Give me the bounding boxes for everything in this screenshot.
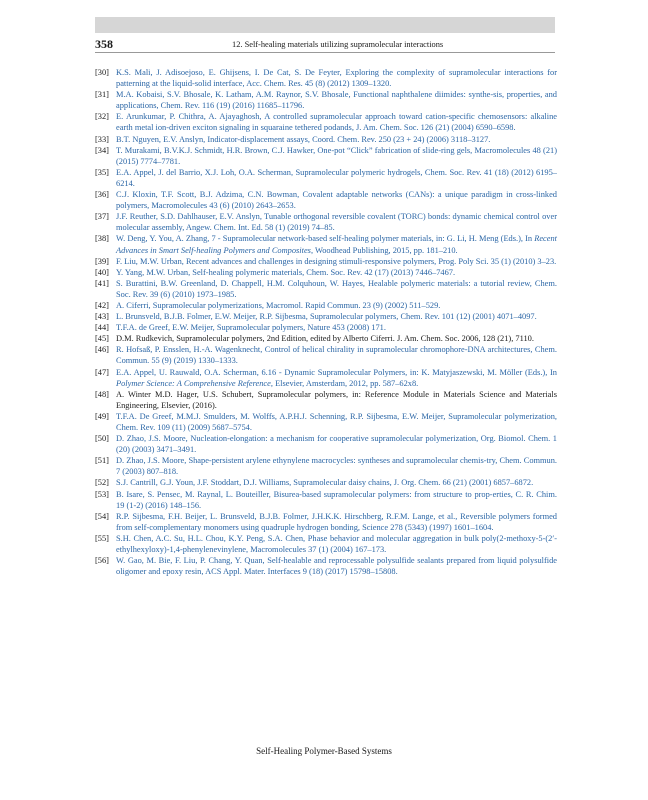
reference-link[interactable]: T.F.A. De Greef, M.M.J. Smulders, M. Wolffs, A.P.H.J. Schenning, R.P. Sijbesma, E.W. Meijer, Supramolecular polymerization, Chem. Rev. 109 (11) (2009) 5687–5754. [116,411,557,432]
reference-link[interactable]: J.F. Reuther, S.D. Dahlhauser, E.V. Anslyn, Tunable orthogonal reversible covalent (TORC) bonds: dynamic chemical control over molecular assembly, Angew. Chem. Int. Ed. 58 (1) (2019) 74–85. [116,212,557,233]
reference-item [95,344,557,366]
reference-number: [34] [95,145,109,155]
reference-item [95,267,557,278]
reference-text-part: , Elsevier, Amsterdam, 2012, pp. 587–62x8. [270,378,419,388]
reference-item [95,555,557,577]
reference-link[interactable]: E.A. Appel, J. del Barrio, X.J. Loh, O.A. Scherman, Supramolecular polymeric hydrogels, Chem. Soc. Rev. 41 (18) (2012) 6195–6214. [116,167,557,188]
top-bar [95,17,555,33]
reference-number: [30] [95,68,109,77]
reference-item [95,311,557,322]
reference-item [95,455,557,477]
reference-item [95,111,557,133]
reference-link[interactable]: S.H. Chen, A.C. Su, H.L. Chou, K.Y. Peng, S.A. Chen, Phase behavior and molecular aggregation in bulk poly(2-methoxy-5-(2′-ethylhexyloxy)-1,4-phenylenevinylene, Macromolecules 37 (1) (2004) 167–173. [116,533,557,555]
reference-number: [43] [95,312,109,322]
reference-item [95,511,557,533]
reference-link[interactable]: W. Gao, M. Bie, F. Liu, P. Chang, Y. Quan, Self-healable and reprocessable polysulfide sealants prepared from liquid polysulfide oligomer and epoxy resin, ACS Appl. Mater. Interfaces 9 (18) (2017) 15798–15808. [116,556,557,577]
reference-number: [39] [95,256,109,266]
reference-item [95,411,557,433]
reference-number: [31] [95,90,109,100]
reference-number: [52] [95,478,109,488]
reference-item [95,233,557,255]
reference-link[interactable]: E. Arunkumar, P. Chithra, A. Ajayaghosh, A controlled supramolecular approach toward cation-specific chemosensors: alkaline earth metal ion-driven exciton signaling in squaraine tethered podands, J. Am. Chem. Soc. 126 (21) (2004) 6590–6598. [116,112,557,133]
reference-number: [48] [95,389,109,399]
reference-item [95,134,557,145]
reference-item [95,389,557,411]
header-rule [95,52,555,53]
reference-number: [36] [95,190,109,200]
reference-item [95,145,557,167]
reference-number: [56] [95,556,109,566]
reference-number: [33] [95,134,109,144]
reference-number: [46] [95,345,109,355]
reference-item [95,167,557,189]
reference-number: [55] [95,533,109,543]
reference-item [95,533,557,555]
reference-item [95,333,557,344]
reference-number: [49] [95,411,109,421]
reference-link[interactable]: R.P. Sijbesma, F.H. Beijer, L. Brunsveld, B.J.B. Folmer, J.H.K.K. Hirschberg, R.F.M. Lange, et al., Reversible polymers formed from self-complementary monomers using quadruple hydrogen bonding, Science 278 (5343) (1997) 1601–1604. [116,511,557,532]
reference-link[interactable]: R. Hofsaß, P. Ensslen, H.-A. Wagenknecht, Control of helical chirality in supramolecular chromophore-DNA architectures, Chem. Commun. 55 (9) (2019) 1330–1333. [116,345,557,366]
reference-number: [51] [95,456,109,466]
reference-item [95,322,557,333]
reference-item [95,189,557,211]
reference-item [95,367,557,389]
reference-link[interactable] [116,368,557,388]
reference-link[interactable]: T.F.A. de Greef, E.W. Meijer, Supramolecular polymers, Nature 453 (2008) 171. [116,323,386,333]
reference-link[interactable]: B. Isare, S. Pensec, M. Raynal, L. Bouteiller, Bisurea-based supramolecular polymers: from structure to prop-erties, C. R. Chim. 19 (1-2) (2016) 148–156. [116,489,557,510]
running-head: 12. Self-healing materials utilizing supramolecular interactions [232,40,444,49]
reference-item [95,433,557,455]
reference-text: A. Winter M.D. Hager, U.S. Schubert, Supramolecular polymers, in: Reference Module in Materials Science and Materials Engineering, Elsevier, (2016). [116,389,557,410]
reference-link[interactable]: S.J. Cantrill, G.J. Youn, J.F. Stoddart, D.J. Williams, Supramolecular daisy chains, J. Org. Chem. 66 (21) (2001) 6857–6872. [116,478,534,488]
reference-link[interactable]: T. Murakami, B.V.K.J. Schmidt, H.R. Brown, C.J. Hawker, One-pot “Click” fabrication of slide-ring gels, Macromolecules 48 (21) (2015) 7774–7781. [116,145,557,166]
reference-book-title: Polymer Science: A Comprehensive Reference [116,378,271,388]
reference-text-part: W. Deng, Y. You, A. Zhang, 7 - Supramolecular network-based self-healing polymer materials, in: G. Li, H. Meng (Eds.), In [116,234,535,244]
reference-link[interactable]: S. Burattini, B.W. Greenland, D. Chappell, H.M. Colquhoun, W. Hayes, Healable polymeric materials: a tutorial review, Chem. Soc. Rev. 39 (6) (2010) 1973–1985. [116,278,557,299]
reference-link[interactable]: K.S. Mali, J. Adisoejoso, E. Ghijsens, I. De Cat, S. De Feyter, Exploring the complexity of supramolecular interactions for patterning at the liquid-solid interface, Acc. Chem. Res. 45 (8) (2012) 1309–1320. [116,68,557,89]
reference-number: [54] [95,511,109,521]
footer-title: Self-Healing Polymer-Based Systems [256,746,392,756]
reference-item [95,256,557,267]
reference-number: [38] [95,234,109,244]
reference-text-part: E.A. Appel, U. Rauwald, O.A. Scherman, 6.16 - Dynamic Supramolecular Polymers, in: K. Matyjaszewski, M. Möller (Eds.), In [116,367,557,377]
reference-number: [47] [95,367,109,377]
reference-link[interactable]: Y. Yang, M.W. Urban, Self-healing polymeric materials, Chem. Soc. Rev. 42 (17) (2013) 7446–7467. [116,267,456,277]
reference-text-part: , Woodhead Publishing, 2015, pp. 181–210. [310,245,458,255]
reference-link[interactable]: D. Zhao, J.S. Moore, Shape-persistent arylene ethynylene macrocycles: syntheses and supramolecular chemis-try, Chem. Commun. 7 (2003) 807–818. [116,456,557,477]
reference-number: [32] [95,112,109,122]
reference-link[interactable]: C.J. Kloxin, T.F. Scott, B.J. Adzima, C.N. Bowman, Covalent adaptable networks (CANs): a unique paradigm in cross-linked polymers, Macromolecules 43 (6) (2010) 2643–2653. [116,190,557,211]
reference-link[interactable]: A. Ciferri, Supramolecular polymerizations, Macromol. Rapid Commun. 23 (9) (2002) 511–529. [116,300,441,310]
reference-list [95,67,557,577]
reference-book-title: Recent Advances in Smart Self-healing Polymers and Composites [116,234,557,255]
reference-number: [53] [95,489,109,499]
reference-link[interactable]: B.T. Nguyen, E.V. Anslyn, Indicator-displacement assays, Coord. Chem. Rev. 250 (23 + 24) (2006) 3118–3127. [116,134,491,144]
reference-text: D.M. Rudkevich, Supramolecular polymers, 2nd Edition, edited by Alberto Ciferri. J. Am. Chem. Soc. 2006, 128 (21), 7110. [116,334,534,344]
reference-number: [42] [95,300,109,310]
reference-link[interactable]: D. Zhao, J.S. Moore, Nucleation-elongation: a mechanism for cooperative supramolecular polymerization, Org. Biomol. Chem. 1 (20) (2003) 3471–3491. [116,434,557,455]
reference-link[interactable]: F. Liu, M.W. Urban, Recent advances and challenges in designing stimuli-responsive polymers, Prog. Poly Sci. 35 (1) (2010) 3–23. [116,256,557,266]
reference-number: [44] [95,323,109,333]
reference-link[interactable] [116,234,557,254]
reference-item [95,67,557,89]
reference-number: [35] [95,167,109,177]
reference-number: [41] [95,278,109,288]
reference-item [95,300,557,311]
reference-link[interactable]: M.A. Kobaisi, S.V. Bhosale, K. Latham, A.M. Raynor, S.V. Bhosale, Functional naphthalene diimides: synthe-sis, properties, and applications, Chem. Rev. 116 (19) (2016) 11685–11796. [116,90,557,111]
reference-number: [37] [95,212,109,222]
reference-item [95,278,557,300]
reference-item [95,489,557,511]
reference-number: [40] [95,267,109,277]
reference-item [95,477,557,488]
reference-number: [45] [95,334,109,344]
page-number: 358 [95,37,113,51]
reference-link[interactable]: L. Brunsveld, B.J.B. Folmer, E.W. Meijer, R.P. Sijbesma, Supramolecular polymers, Chem. Rev. 101 (12) (2001) 4071–4097. [116,312,537,322]
reference-number: [50] [95,434,109,444]
reference-item [95,211,557,233]
reference-item [95,89,557,111]
